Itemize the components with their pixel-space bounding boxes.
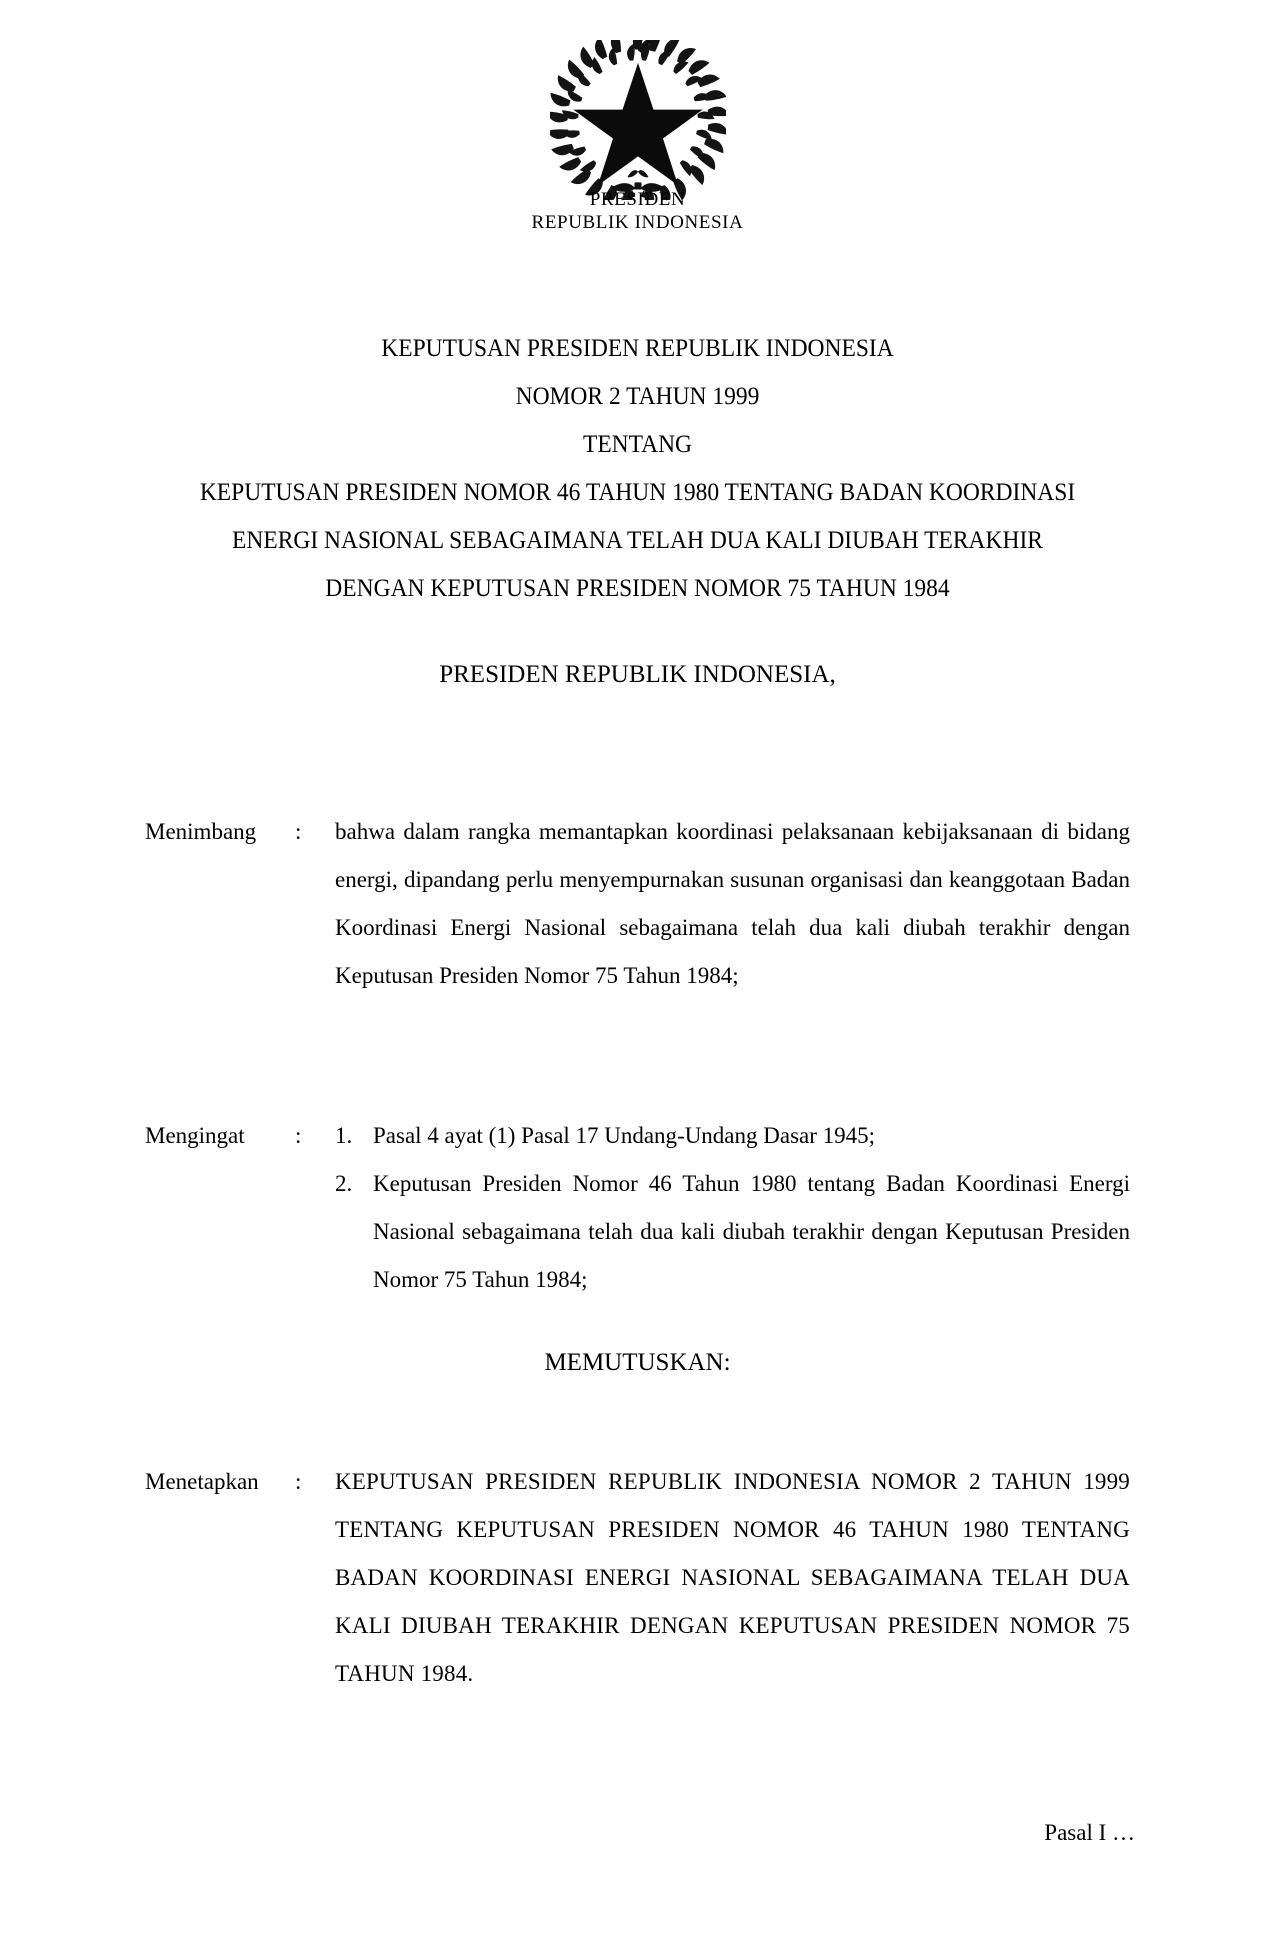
mengingat-row: [145, 1112, 1130, 1304]
list-item-marker: 2.: [335, 1171, 353, 1196]
mengingat-colon: :: [295, 1123, 302, 1148]
list-item-marker: 1.: [335, 1123, 353, 1148]
title-line-3: TENTANG: [582, 431, 693, 458]
title-line-2: NOMOR 2 TAHUN 1999: [515, 383, 760, 410]
menetapkan-text: KEPUTUSAN PRESIDEN REPUBLIK INDONESIA NOMOR 2 TAHUN 1999 TENTANG KEPUTUSAN PRESIDEN NOMOR 46 TAHUN 1980 TENTANG BADAN KOORDINASI ENERGI NASIONAL SEBAGAIMANA TELAH DUA KALI DIUBAH TERAKHIR DENGAN KEPUTUSAN PRESIDEN NOMOR 75 TAHUN 1984.: [335, 1469, 1130, 1686]
list-item-text: Keputusan Presiden Nomor 46 Tahun 1980 tentang Badan Koordinasi Energi Nasional sebagaimana telah dua kali diubah terakhir dengan Keputusan Presiden Nomor 75 Tahun 1984;: [373, 1171, 1130, 1292]
menetapkan-label: Menetapkan: [145, 1469, 259, 1494]
menimbang-section: [145, 808, 1130, 1000]
title-line-5: ENERGI NASIONAL SEBAGAIMANA TELAH DUA KALI DIUBAH TERAKHIR: [232, 527, 1043, 554]
menetapkan-row: [145, 1458, 1130, 1698]
mengingat-label: Mengingat: [145, 1123, 245, 1148]
garuda-star-wreath-emblem: [550, 40, 726, 200]
emblem-block: [0, 40, 1275, 205]
title-line-4: KEPUTUSAN PRESIDEN NOMOR 46 TAHUN 1980 TENTANG BADAN KOORDINASI: [199, 479, 1076, 506]
menimbang-row: [145, 808, 1130, 1000]
list-item-text: Pasal 4 ayat (1) Pasal 17 Undang-Undang Dasar 1945;: [373, 1123, 876, 1148]
continuation-note: Pasal I …: [1044, 1820, 1135, 1845]
emblem-caption: [0, 188, 1275, 234]
title-line-1: KEPUTUSAN PRESIDEN REPUBLIK INDONESIA: [381, 335, 894, 362]
menetapkan-colon: :: [295, 1469, 302, 1494]
list-item: [335, 1160, 1130, 1304]
mengingat-list-wrapper: [335, 1112, 1130, 1304]
list-item: [335, 1112, 1130, 1160]
emblem-caption-line-2: REPUBLIK INDONESIA: [531, 212, 744, 233]
emblem-caption-line-1: PRESIDEN: [589, 189, 686, 210]
menimbang-label: Menimbang: [145, 819, 257, 844]
menetapkan-section: [145, 1458, 1130, 1698]
mengingat-list: [335, 1112, 1130, 1304]
document-title-block: [0, 325, 1275, 613]
mengingat-section: [145, 1112, 1130, 1304]
menimbang-colon: :: [295, 819, 302, 844]
issuer-subheading: PRESIDEN REPUBLIK INDONESIA,: [439, 661, 836, 688]
menimbang-text: bahwa dalam rangka memantapkan koordinasi pelaksanaan kebijaksanaan di bidang energi, dipandang perlu menyempurnakan susunan organisasi dan keanggotaan Badan Koordinasi Energi Nasional sebagaimana telah dua kali diubah terakhir dengan Keputusan Presiden Nomor 75 Tahun 1984;: [335, 819, 1130, 988]
memutuskan-heading: MEMUTUSKAN:: [544, 1349, 731, 1376]
title-line-6: DENGAN KEPUTUSAN PRESIDEN NOMOR 75 TAHUN 1984: [325, 575, 950, 602]
